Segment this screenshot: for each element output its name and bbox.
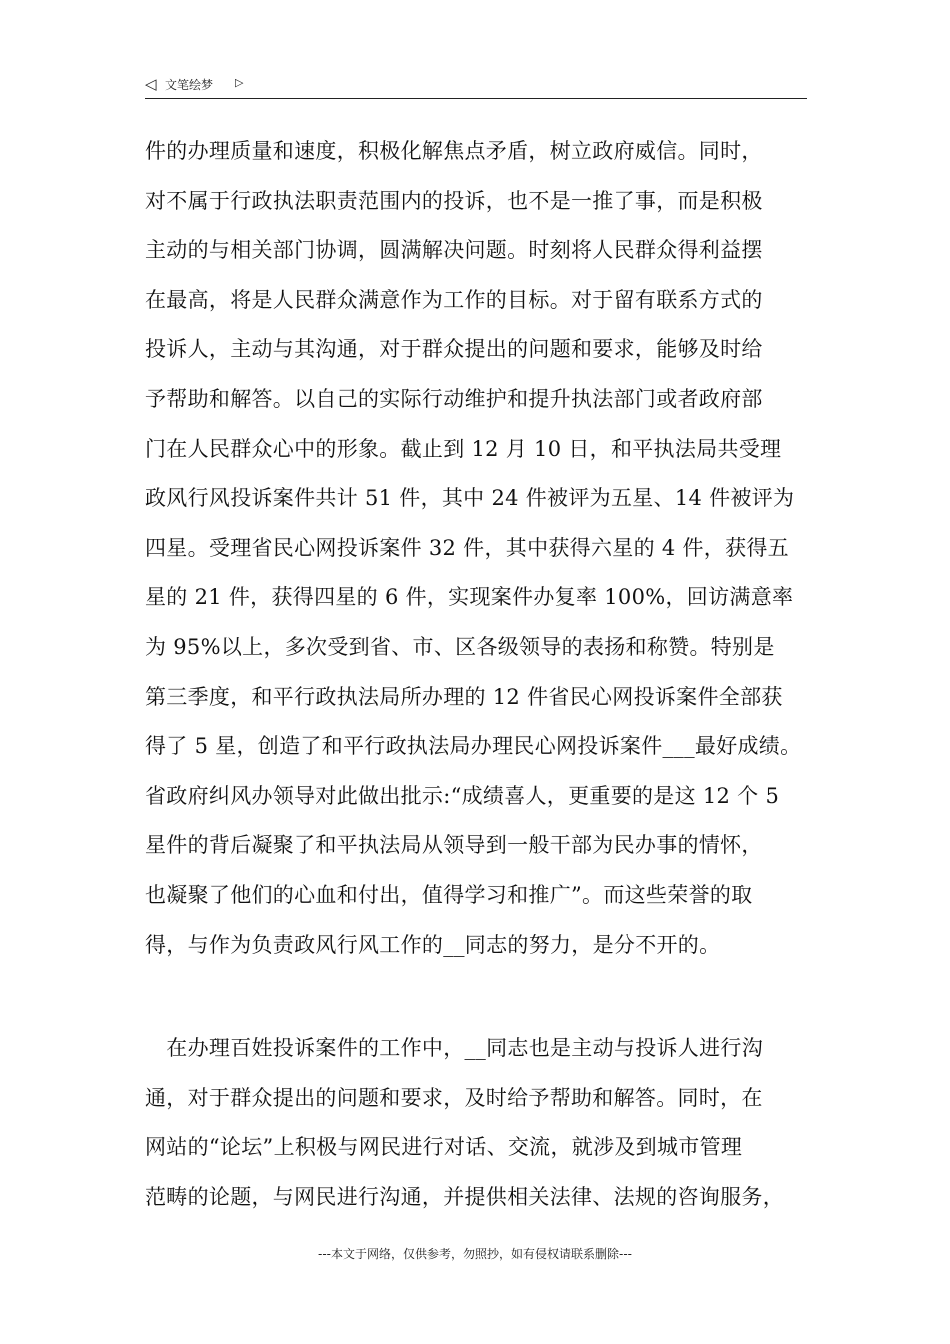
text-line: 得，与作为负责政风行风工作的__同志的努力，是分不开的。 [145, 932, 721, 957]
page-header [145, 74, 807, 99]
paragraph-1 [145, 127, 810, 970]
text-line: 范畴的论题，与网民进行沟通，并提供相关法律、法规的咨询服务， [145, 1184, 784, 1209]
text-line: 网站的“论坛”上积极与网民进行对话、交流，就涉及到城市管理 [145, 1135, 743, 1160]
text-line: 通，对于群众提出的问题和要求，及时给予帮助和解答。同时，在 [145, 1085, 763, 1110]
text-line: 件的办理质量和速度，积极化解焦点矛盾，树立政府威信。同时， [145, 139, 763, 163]
page-footer: ---本文于网络，仅供参考，勿照抄，如有侵权请联系删除--- [318, 1247, 632, 1261]
text-line: 在最高，将是人民群众满意作为工作的目标。对于留有联系方式的 [145, 287, 763, 312]
text-line: 政风行风投诉案件共计 51 件，其中 24 件被评为五星、14 件被评为 [145, 486, 795, 511]
text-line: 为 95%以上，多次受到省、市、区各级领导的表扬和称赞。特别是 [145, 634, 775, 659]
text-line: 第三季度，和平行政执法局所办理的 12 件省民心网投诉案件全部获 [145, 684, 783, 709]
text-line: 在办理百姓投诉案件的工作中，__同志也是主动与投诉人进行沟 [145, 1036, 763, 1060]
text-line: 主动的与相关部门协调，圆满解决问题。时刻将人民群众得利益摆 [145, 238, 763, 263]
text-line: 也凝聚了他们的心血和付出，值得学习和推广”。而这些荣誉的取 [145, 882, 753, 907]
text-line: 得了 5 星，创造了和平行政执法局办理民心网投诉案件___最好成绩。 [145, 734, 802, 759]
text-line: 星件的背后凝聚了和平执法局从领导到一般干部为民办事的情怀， [145, 833, 763, 858]
header-brand: 文笔绘梦 [165, 78, 214, 92]
triangle-left-icon: ◁ [145, 75, 157, 93]
text-line: 省政府纠风办领导对此做出批示:“成绩喜人，更重要的是这 12 个 5 [145, 783, 780, 808]
text-line: 门在人民群众心中的形象。截止到 12 月 10 日，和平执法局共受理 [145, 436, 782, 461]
text-line: 星的 21 件，获得四星的 6 件，实现案件办复率 100%，回访满意率 [145, 585, 794, 610]
text-line: 对不属于行政执法职责范围内的投诉，也不是一推了事，而是积极 [145, 188, 763, 213]
text-line: 予帮助和解答。以自己的实际行动维护和提升执法部门或者政府部 [145, 386, 763, 411]
text-line: 投诉人，主动与其沟通，对于群众提出的问题和要求，能够及时给 [145, 337, 763, 362]
paragraph-2 [145, 1024, 810, 1222]
text-line: 四星。受理省民心网投诉案件 32 件，其中获得六星的 4 件，获得五 [145, 535, 789, 560]
triangle-right-icon: ▷ [235, 76, 244, 89]
